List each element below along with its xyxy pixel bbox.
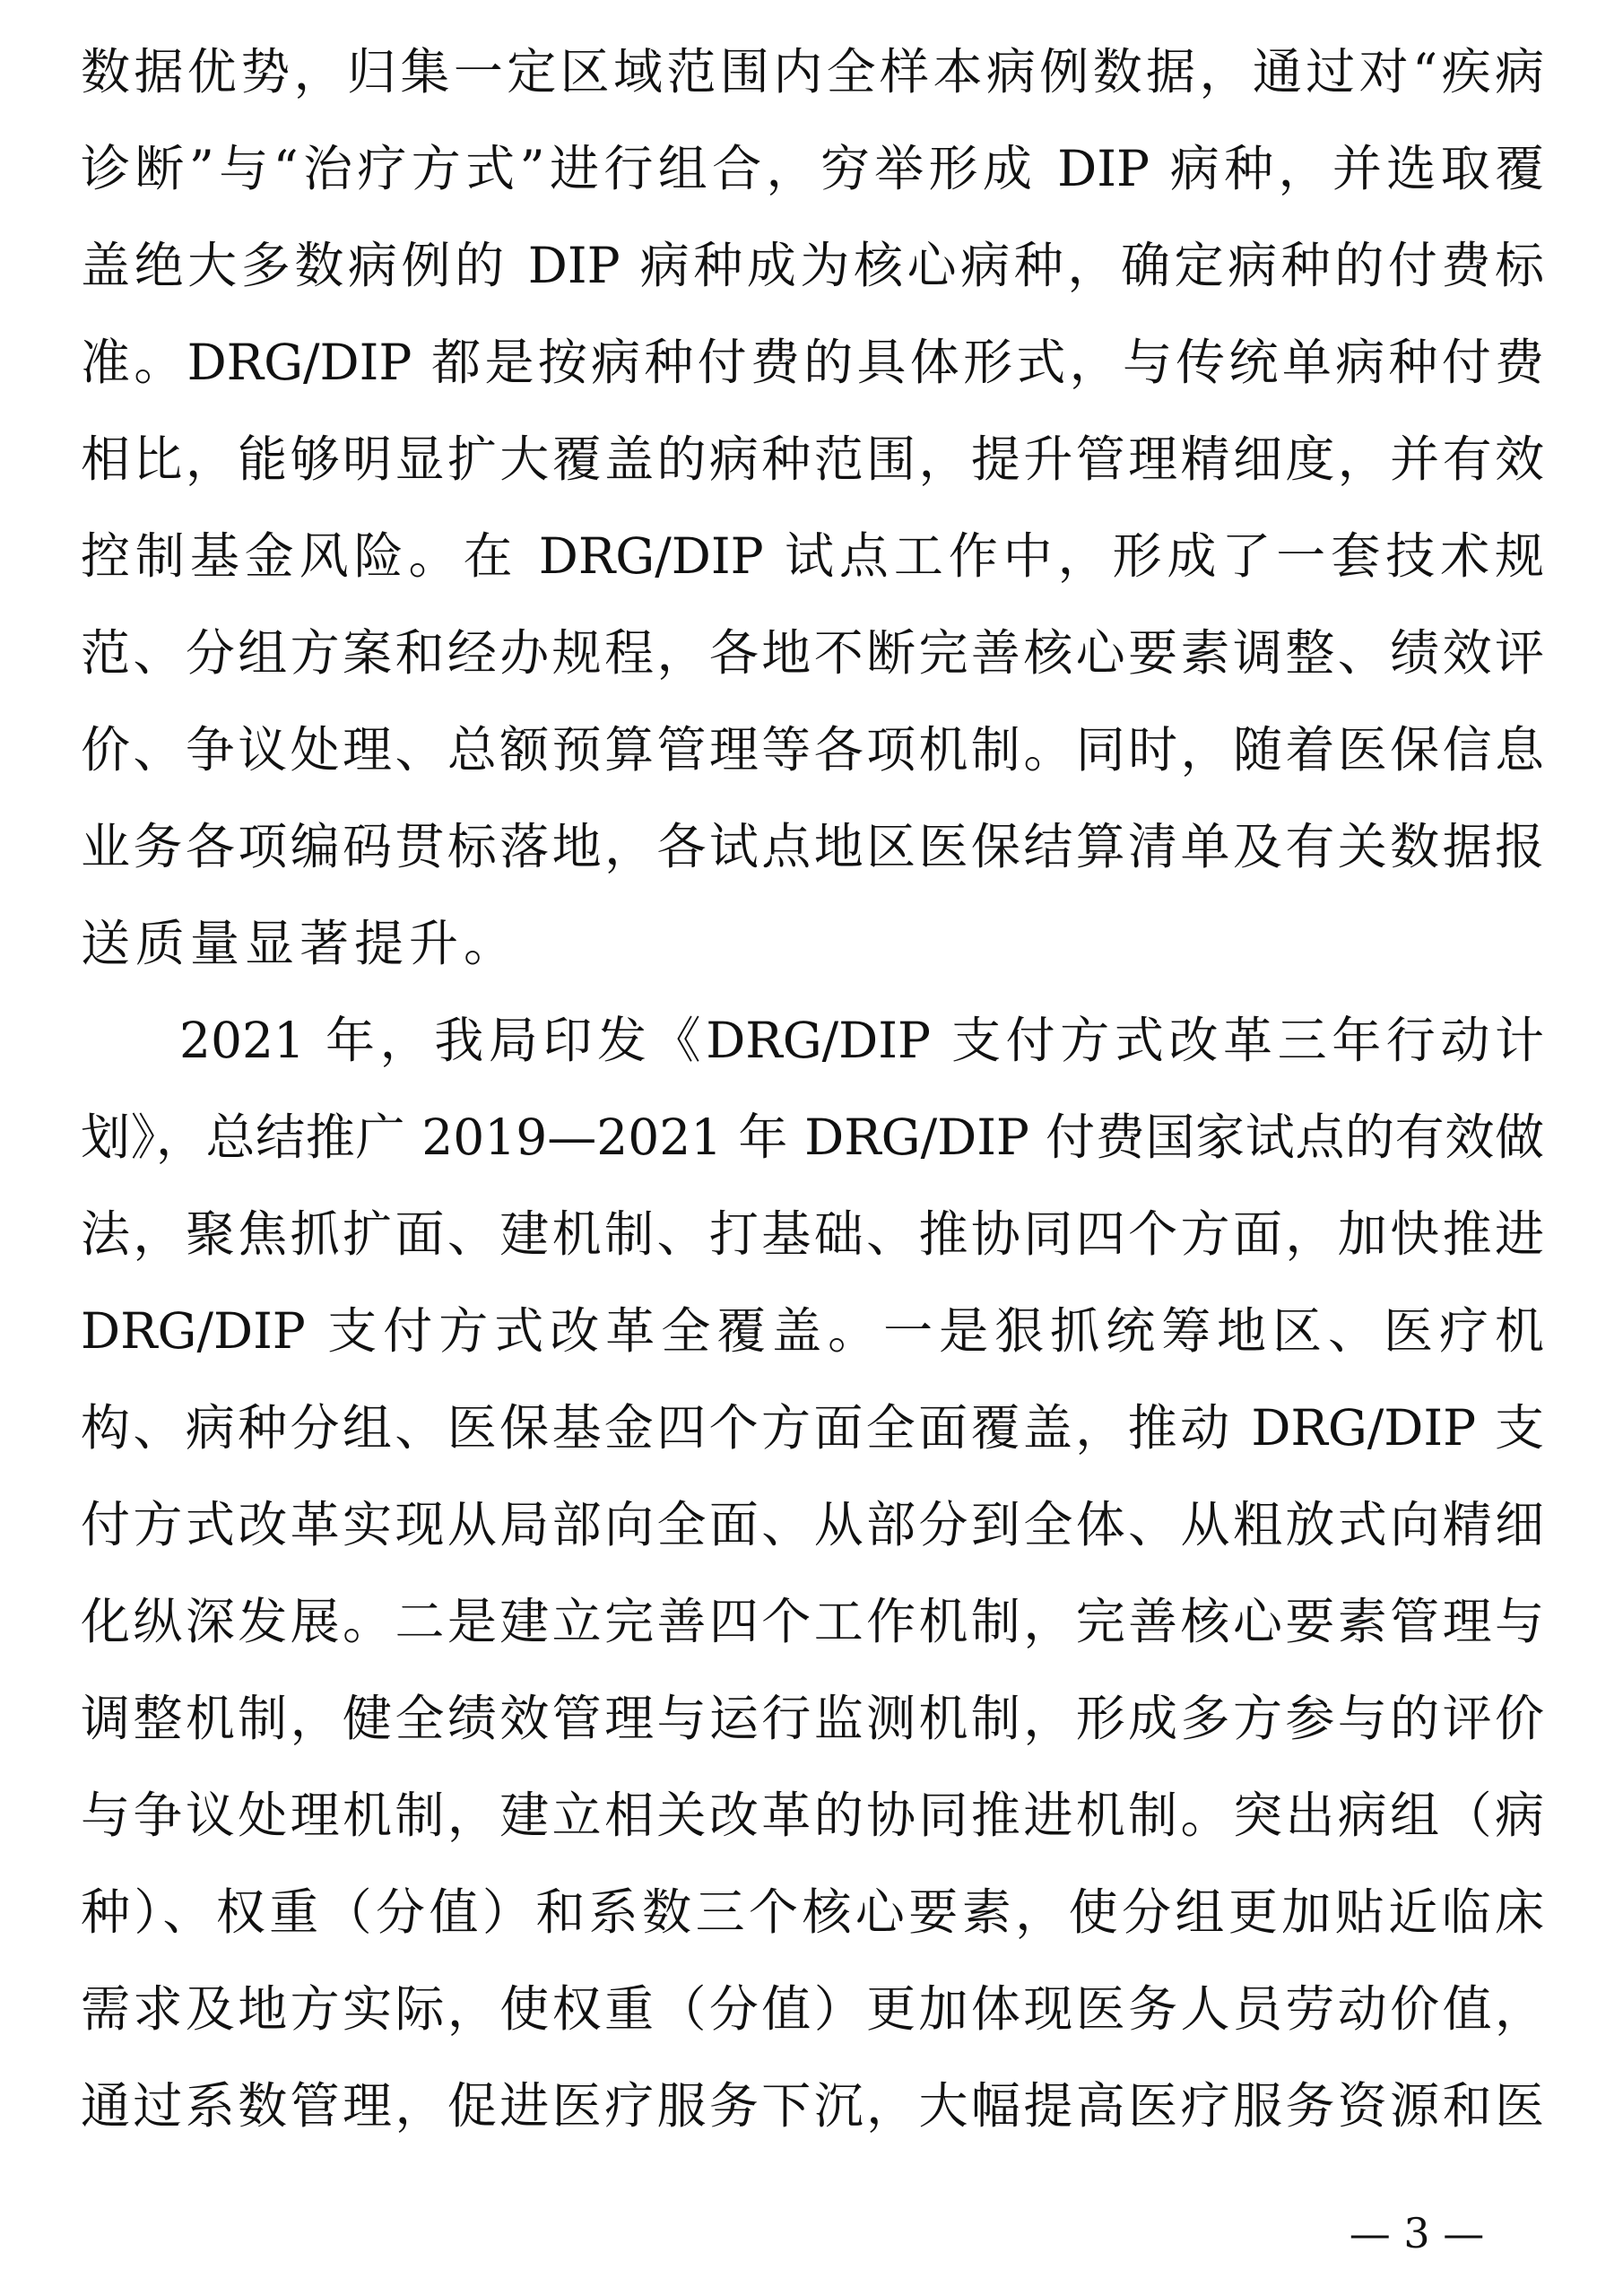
text-line: 范、分组方案和经办规程，各地不断完善核心要素调整、绩效评 — [81, 624, 1544, 682]
text-line: 法，聚焦抓扩面、建机制、打基础、推协同四个方面，加快推进 — [81, 1205, 1544, 1263]
text-line: 通过系数管理，促进医疗服务下沉，大幅提高医疗服务资源和医 — [81, 2077, 1544, 2135]
text-line: 送质量显著提升。 — [81, 915, 519, 972]
text-line: 盖绝大多数病例的 DIP 病种成为核心病种，确定病种的付费标 — [81, 237, 1544, 294]
text-line: 业务各项编码贯标落地，各试点地区医保结算清单及有关数据报 — [81, 818, 1544, 875]
text-line: 与争议处理机制，建立相关改革的协同推进机制。突出病组（病 — [81, 1787, 1544, 1844]
text-line: 划》，总结推广 2019—2021 年 DRG/DIP 付费国家试点的有效做 — [81, 1109, 1544, 1166]
paragraph-1 — [81, 23, 1544, 992]
text-line: 准。DRG/DIP 都是按病种付费的具体形式，与传统单病种付费 — [81, 334, 1544, 391]
text-line: 2021 年，我局印发《DRG/DIP 支付方式改革三年行动计 — [179, 1012, 1544, 1069]
text-line: 构、病种分组、医保基金四个方面全面覆盖，推动 DRG/DIP 支 — [81, 1399, 1544, 1457]
document-page — [81, 23, 1544, 2154]
text-line: 付方式改革实现从局部向全面、从部分到全体、从粗放式向精细 — [81, 1496, 1544, 1553]
text-line: 控制基金风险。在 DRG/DIP 试点工作中，形成了一套技术规 — [81, 527, 1544, 585]
text-line: 种）、权重（分值）和系数三个核心要素，使分组更加贴近临床 — [81, 1883, 1544, 1941]
text-line: 相比，能够明显扩大覆盖的病种范围，提升管理精细度，并有效 — [81, 430, 1544, 488]
text-line: 调整机制，健全绩效管理与运行监测机制，形成多方参与的评价 — [81, 1690, 1544, 1747]
text-line: 需求及地方实际，使权重（分值）更加体现医务人员劳动价值， — [81, 1980, 1544, 2038]
page-number: — 3 — — [1349, 2209, 1485, 2257]
text-line: 价、争议处理、总额预算管理等各项机制。同时，随着医保信息 — [81, 721, 1544, 778]
paragraph-2 — [81, 992, 1544, 2154]
text-line: 化纵深发展。二是建立完善四个工作机制，完善核心要素管理与 — [81, 1593, 1544, 1650]
text-line: 诊断”与“治疗方式”进行组合，穷举形成 DIP 病种，并选取覆 — [81, 140, 1544, 197]
text-line: 数据优势，归集一定区域范围内全样本病例数据，通过对“疾病 — [81, 43, 1544, 100]
text-line: DRG/DIP 支付方式改革全覆盖。一是狠抓统筹地区、医疗机 — [81, 1302, 1544, 1360]
